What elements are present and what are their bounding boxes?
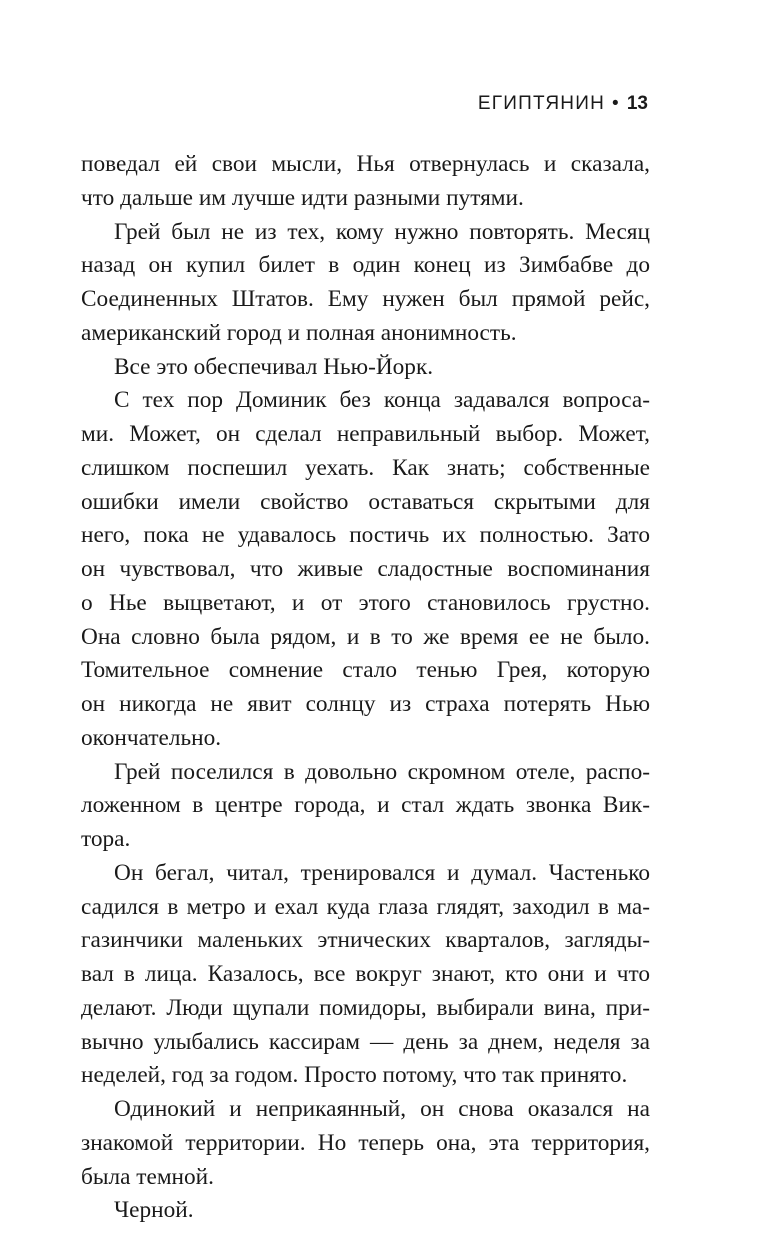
text-line: что дальше им лучше идти разными путями. — [81, 184, 524, 211]
text-line: Грей поселился в довольно скромном отеле, распо- — [114, 758, 650, 785]
text-line: Томительное сомнение стало тенью Грея, которую — [81, 657, 650, 684]
text-line: неделей, год за годом. Просто потому, что так принято. — [81, 1062, 628, 1089]
text-line: о Нье выцветают, и от этого становилось грустно. — [81, 589, 650, 616]
text-line: он никогда не явит солнцу из страха потерять Нью — [81, 691, 650, 717]
paragraph — [81, 857, 650, 1093]
text-line: поведал ей свои мысли, Нья отвернулась и сказала, — [81, 151, 650, 177]
text-line: Он бегал, читал, тренировался и думал. Частенько — [114, 859, 650, 886]
text-line: Грей был не из тех, кому нужно повторять. Месяц — [114, 218, 650, 245]
text-line: он чувствовал, что живые сладостные воспоминания — [81, 556, 650, 582]
text-line: знакомой территории. Но теперь она, эта территория, — [81, 1129, 650, 1156]
running-header — [478, 93, 648, 115]
text-line: Все это обеспечивал Нью-Йорк. — [114, 353, 434, 380]
paragraph — [81, 351, 650, 385]
paragraph — [81, 1093, 650, 1194]
body-text — [81, 148, 650, 1228]
text-line: Черной. — [114, 1197, 194, 1224]
text-line: ми. Может, он сделал неправильный выбор. Может, — [81, 421, 650, 447]
text-line: ложенном в центре города, и стал ждать звонка Вик- — [81, 792, 650, 819]
header-separator: • — [612, 93, 620, 114]
text-line: Соединенных Штатов. Ему нужен был прямой рейс, — [81, 286, 650, 312]
text-line: слишком поспешил уехать. Как знать; собственные — [81, 454, 650, 481]
text-line: Она словно была рядом, и в то же время ее не было. — [81, 623, 650, 650]
text-line: вычно улыбались кассирам — день за днем, неделя за — [81, 1028, 650, 1055]
text-line: С тех пор Доминик без конца задавался вопроса- — [114, 387, 650, 414]
text-line: газинчики маленьких этнических кварталов, загляды- — [81, 927, 650, 954]
text-line: окончательно. — [81, 724, 222, 751]
book-title: ЕГИПТЯНИН — [477, 93, 605, 114]
text-line: американский город и полная анонимность. — [81, 319, 517, 346]
paragraph — [81, 756, 650, 857]
paragraph — [81, 216, 650, 351]
page-number: 13 — [626, 93, 648, 114]
text-line: ошибки имели свойство оставаться скрытыми для — [81, 488, 650, 515]
text-line: была темной. — [81, 1163, 214, 1190]
text-line: назад он купил билет в один конец из Зимбабве до — [81, 252, 650, 279]
text-line: делают. Люди щупали помидоры, выбирали вина, при- — [81, 994, 650, 1021]
text-line: Одинокий и неприкаянный, он снова оказался на — [114, 1096, 650, 1122]
text-line: вал в лица. Казалось, все вокруг знают, кто они и что — [81, 961, 650, 987]
paragraph — [81, 384, 650, 755]
text-line: тора. — [81, 826, 131, 852]
text-line: садился в метро и ехал куда глаза глядят, заходил в ма- — [81, 893, 650, 920]
paragraph — [81, 148, 650, 216]
text-line: него, пока не удавалось постичь их полностью. Зато — [81, 522, 650, 549]
paragraph — [81, 1194, 650, 1228]
